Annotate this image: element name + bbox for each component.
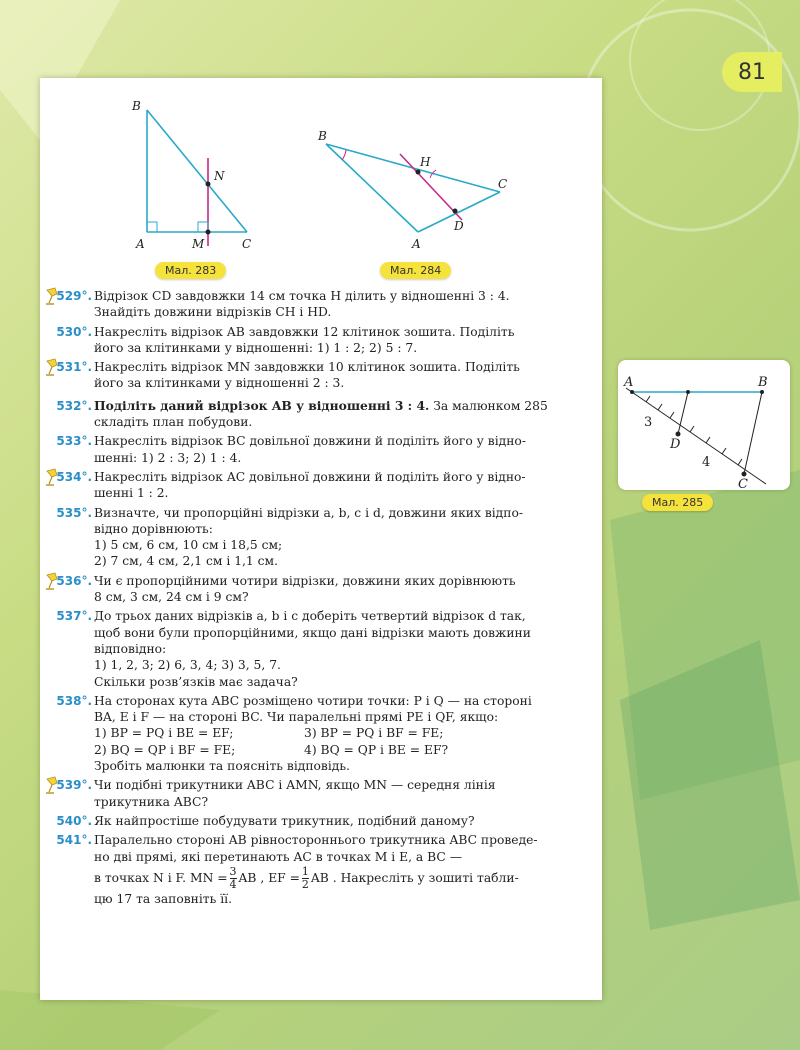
- problem-text-line: 1) 5 см, 6 см, 10 см і 18,5 см;: [94, 538, 283, 553]
- figure-285-label: Мал. 285: [642, 494, 713, 511]
- page-number: 81: [722, 52, 782, 92]
- problem-list: [52, 288, 592, 910]
- problem-number: 536°.: [56, 573, 92, 588]
- formula-part: в точках N і F. MN =: [94, 870, 228, 885]
- problem-text-line: його за клітинками у відношенні: 1) 1 : 2; 2) 5 : 7.: [94, 340, 418, 355]
- formula-line: [94, 865, 592, 891]
- condition-item: 1) BP = PQ і BE = EF;: [94, 726, 234, 741]
- problem-text-line: Накресліть відрізок AC довільної довжини й поділіть його у відно-: [94, 469, 526, 484]
- problem-number: 540°.: [56, 813, 92, 828]
- problem-number: 532°.: [56, 398, 92, 413]
- problem-text-line: щоб вони були пропорційними, якщо дані відрізки мають довжини: [94, 625, 531, 640]
- problem-item: [52, 573, 592, 606]
- problem-text-line: Чи є пропорційними чотири відрізки, довжини яких дорівнюють: [94, 573, 516, 588]
- problem-number: 531°.: [56, 360, 92, 375]
- problem-item: [52, 433, 592, 466]
- problem-number: 530°.: [56, 324, 92, 339]
- fig284-label-b: B: [318, 129, 327, 143]
- problem-number: 535°.: [56, 505, 92, 520]
- problem-text-line: відно дорівнюють:: [94, 521, 213, 536]
- problem-text-line: Паралельно стороні AB рівностороннього трикутника ABC проведе-: [94, 833, 538, 848]
- fig285-label-b: B: [758, 375, 768, 390]
- problem-text-line: шенні: 1) 2 : 3; 2) 1 : 4.: [94, 450, 242, 465]
- problem-text-line: Скільки розв’язків має задача?: [94, 674, 298, 689]
- formula-part: AB . Накресліть у зошиті табли-: [310, 870, 519, 885]
- problem-number: 538°.: [56, 693, 92, 708]
- formula-part: 2: [301, 877, 309, 891]
- figure-285-panel: [618, 360, 790, 490]
- problem-text-line: BA, E і F — на стороні BC. Чи паралельні прямі PE і QF, якщо:: [94, 710, 499, 725]
- problem-text-line: Накресліть відрізок MN завдовжки 10 клітинок зошита. Поділіть: [94, 360, 520, 375]
- problem-text-line: Зробіть малюнки та поясніть відповідь.: [94, 759, 350, 774]
- problem-item: [52, 608, 592, 689]
- problem-text-line: Визначте, чи пропорційні відрізки a, b, c і d, довжини яких відпо-: [94, 505, 524, 520]
- problem-text-line: відповідно:: [94, 641, 167, 656]
- problem-item: [52, 359, 592, 392]
- problem-text-line: шенні 1 : 2.: [94, 486, 169, 501]
- condition-item: 2) BQ = QP і BF = FE;: [94, 742, 236, 757]
- problem-number: 537°.: [56, 609, 92, 624]
- problem-number: 541°.: [56, 833, 92, 848]
- problem-number: 529°.: [56, 289, 92, 303]
- fig283-label-a: A: [136, 237, 145, 251]
- problem-text-line: Чи подібні трикутники ABC і AMN, якщо MN — середня лінія: [94, 778, 496, 793]
- problem-text-line: трикутника ABC?: [94, 794, 209, 809]
- problem-item: [52, 693, 592, 774]
- problem-text-line: 1) 1, 2, 3; 2) 6, 3, 4; 3) 3, 5, 7.: [94, 658, 281, 673]
- fig283-label-c: C: [242, 237, 252, 251]
- fig283-label-b: B: [132, 99, 141, 113]
- problem-item: [52, 288, 592, 321]
- fig285-line-bc: [744, 392, 762, 474]
- problem-number: 533°.: [56, 434, 92, 449]
- fig284-label-a: A: [412, 237, 421, 251]
- figure-285: [618, 360, 790, 490]
- problem-text-line: 2) 7 см, 4 см, 2,1 см і 1,1 см.: [94, 554, 279, 569]
- figure-284-label: Мал. 284: [380, 262, 451, 279]
- fig285-label-a: A: [624, 375, 634, 390]
- problem-item: [52, 398, 592, 431]
- problem-text-line: цю 17 та заповніть її.: [94, 891, 232, 906]
- fig283-label-m: M: [192, 237, 205, 251]
- problem-number: 539°.: [56, 778, 92, 793]
- problem-text-line: Відрізок CD завдовжки 14 см точка H ділить у відношенні 3 : 4.: [94, 289, 510, 303]
- formula-part: 1: [301, 864, 309, 878]
- problem-text-line: Поділіть даний відрізок AB у відношенні 3 : 4. За малюнком 285: [94, 397, 548, 413]
- fig283-label-n: N: [214, 169, 225, 183]
- fig284-label-c: C: [498, 177, 508, 191]
- condition-item: 3) BP = PQ і BF = FE;: [304, 726, 444, 741]
- formula-part: AB , EF =: [238, 870, 300, 885]
- formula-part: 3: [229, 864, 237, 878]
- problem-text-line: 8 см, 3 см, 24 см і 9 см?: [94, 590, 249, 605]
- problem-item: [52, 777, 592, 810]
- problem-text-line: На сторонах кута ABC розміщено чотири точки: P і Q — на стороні: [94, 693, 532, 708]
- problem-item: [52, 324, 592, 357]
- problem-text-line: но дві прямі, які перетинають AC в точках M і E, а BC —: [94, 849, 463, 864]
- problem-item: [52, 469, 592, 502]
- problem-text-line: Накресліть відрізок AB завдовжки 12 клітинок зошита. Поділіть: [94, 324, 515, 339]
- figure-284: [312, 126, 522, 256]
- problem-item: [52, 505, 592, 570]
- fig285-label-3: 3: [644, 415, 653, 430]
- fig285-label-c: C: [738, 477, 748, 490]
- formula-part: 4: [229, 877, 237, 891]
- condition-item: 4) BQ = QP і BE = EF?: [304, 742, 449, 757]
- fig285-label-d: D: [670, 437, 681, 452]
- figure-283: [130, 98, 270, 258]
- problem-item: [52, 813, 592, 829]
- problem-item: [52, 832, 592, 907]
- fig284-label-h: H: [420, 155, 431, 169]
- condition-row: [94, 742, 592, 758]
- fraction: [230, 866, 237, 891]
- figure-283-label: Мал. 283: [155, 262, 226, 279]
- problem-text-line: складіть план побудови.: [94, 415, 253, 430]
- fig283-side-bc: [147, 110, 247, 232]
- fraction: [302, 866, 309, 891]
- problem-number: 534°.: [56, 469, 92, 484]
- fig285-line-d: [678, 392, 688, 434]
- condition-row: [94, 725, 592, 741]
- textbook-page: [40, 78, 602, 1000]
- problem-text-line: його за клітинками у відношенні 2 : 3.: [94, 376, 345, 391]
- fig284-label-d: D: [454, 219, 464, 233]
- problem-text-line: До трьох даних відрізків a, b і c доберіть четвертий відрізок d так,: [94, 609, 526, 624]
- problem-text-line: Як найпростіше побудувати трикутник, подібний даному?: [94, 813, 475, 828]
- fig285-label-4: 4: [702, 455, 711, 470]
- problem-text-line: Знайдіть довжини відрізків CH і HD.: [94, 305, 332, 320]
- problem-text-line: Накресліть відрізок BC довільної довжини й поділіть його у відно-: [94, 434, 526, 449]
